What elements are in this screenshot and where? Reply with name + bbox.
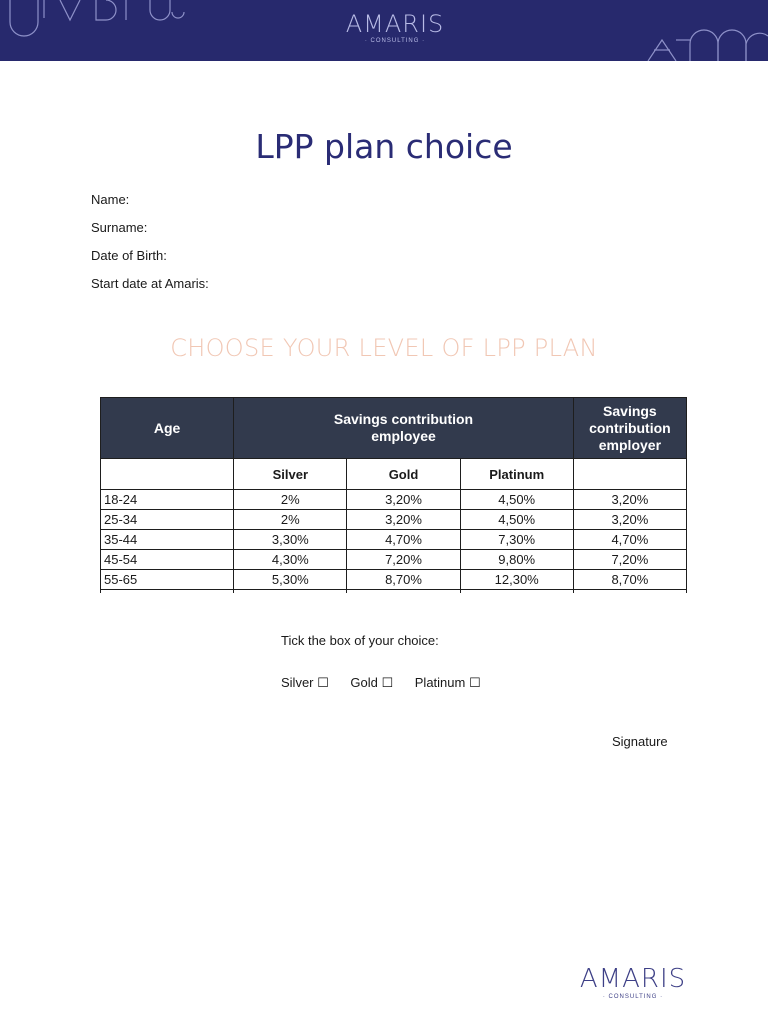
footer-logo-wordmark: AMARIS	[579, 964, 687, 994]
plan-choice-options	[281, 675, 499, 691]
table-row	[101, 510, 687, 530]
empty-cell	[347, 590, 460, 594]
date-of-birth-label: Date of Birth:	[91, 248, 167, 263]
employer-contribution-header-text: Savings contribution employer	[589, 402, 671, 453]
table-row	[101, 490, 687, 510]
platinum-cell: 9,80%	[460, 550, 573, 570]
empty-cell	[101, 590, 234, 594]
employer-cell: 4,70%	[573, 530, 686, 550]
silver-cell: 5,30%	[234, 570, 347, 590]
age-cell: 45-54	[101, 550, 234, 570]
platinum-cell: 4,50%	[460, 490, 573, 510]
level-platinum: Platinum	[460, 459, 573, 490]
empty-cell	[573, 459, 686, 490]
empty-cell	[234, 590, 347, 594]
tick-instruction: Tick the box of your choice:	[281, 633, 439, 648]
silver-checkbox[interactable]: Silver ☐	[281, 675, 329, 690]
name-label: Name:	[91, 192, 130, 207]
platinum-cell: 7,30%	[460, 530, 573, 550]
platinum-checkbox[interactable]: Platinum ☐	[414, 675, 481, 690]
age-cell: 55-65	[101, 570, 234, 590]
page-title: LPP plan choice	[255, 127, 513, 166]
employee-contribution-header	[234, 398, 574, 459]
silver-cell: 2%	[234, 510, 347, 530]
platinum-cell: 4,50%	[460, 510, 573, 530]
empty-cell	[101, 459, 234, 490]
gold-cell: 3,20%	[347, 490, 460, 510]
employer-cell: 3,20%	[573, 490, 686, 510]
age-cell: 18-24	[101, 490, 234, 510]
silver-cell: 4,30%	[234, 550, 347, 570]
footer-logo-subtext: · CONSULTING ·	[602, 994, 664, 1000]
gold-checkbox[interactable]: Gold ☐	[350, 675, 394, 690]
logo-subtext: · CONSULTING ·	[364, 38, 426, 44]
employer-cell: 8,70%	[573, 570, 686, 590]
personal-info-fields	[91, 192, 209, 304]
table-header-row	[101, 398, 687, 459]
lpp-contribution-table	[100, 397, 687, 593]
signature-label: Signature	[612, 734, 668, 749]
table-row	[101, 570, 687, 590]
level-header-row	[101, 459, 687, 490]
gold-cell: 8,70%	[347, 570, 460, 590]
company-logo	[340, 12, 450, 44]
level-silver: Silver	[234, 459, 347, 490]
table-row	[101, 530, 687, 550]
empty-cell	[573, 590, 686, 594]
employer-contribution-header	[573, 398, 686, 459]
surname-label: Surname:	[91, 220, 148, 235]
decorative-arches-left	[0, 0, 190, 61]
silver-cell: 2%	[234, 490, 347, 510]
employer-cell: 7,20%	[573, 550, 686, 570]
age-cell: 35-44	[101, 530, 234, 550]
table-tail-row	[101, 590, 687, 594]
gold-cell: 4,70%	[347, 530, 460, 550]
employer-cell: 3,20%	[573, 510, 686, 530]
start-date-label: Start date at Amaris:	[91, 276, 209, 291]
employee-contribution-header-text: Savings contribution employee	[333, 411, 474, 444]
section-subtitle: CHOOSE YOUR LEVEL OF LPP PLAN	[170, 334, 598, 362]
header-banner	[0, 0, 768, 61]
empty-cell	[460, 590, 573, 594]
decorative-arches-right	[640, 0, 768, 61]
silver-cell: 3,30%	[234, 530, 347, 550]
logo-wordmark: AMARIS	[345, 10, 445, 38]
gold-cell: 7,20%	[347, 550, 460, 570]
age-header: Age	[101, 398, 234, 459]
footer-logo	[578, 966, 688, 1000]
gold-cell: 3,20%	[347, 510, 460, 530]
table-row	[101, 550, 687, 570]
level-gold: Gold	[347, 459, 460, 490]
age-cell: 25-34	[101, 510, 234, 530]
platinum-cell: 12,30%	[460, 570, 573, 590]
